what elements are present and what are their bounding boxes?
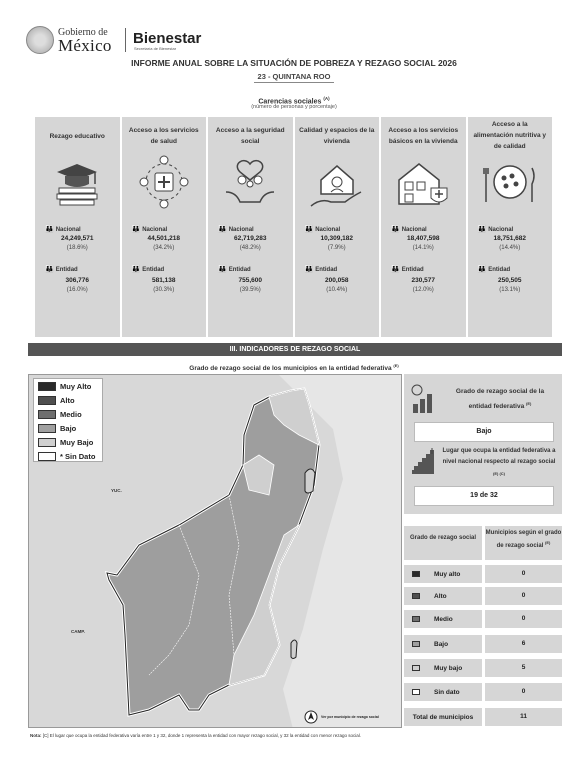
legend-item-medio: Medio xyxy=(38,410,82,419)
card-title: Calidad y espacios de la vivienda xyxy=(299,127,375,145)
health-services-icon xyxy=(136,154,192,210)
nacional-pct: (48.2%) xyxy=(239,245,261,251)
nacional-value: 18,751,682 xyxy=(493,235,527,242)
carencia-card-seguridad-social xyxy=(208,117,293,337)
table-header-municipios: Municipios según el grado de rezago social $^{(E)}$ xyxy=(485,526,562,560)
footnote: Nota: [C] El lugar que ocupa la entidad federativa varía entre 1 y 32, donde 1 representa la entidad con mayor rezago social, y 32 la entidad con menor rezago social. xyxy=(30,733,361,738)
legend-item-muy-alto: Muy Alto xyxy=(38,382,91,391)
grado-label: Grado de rezago social de la entidad federativa $^{(E)}$ xyxy=(455,388,545,411)
table-cell-value: 6 xyxy=(485,635,562,653)
nacional-pct: (14.1%) xyxy=(412,245,434,251)
carencias-subtitle: (número de personas y porcentaje) xyxy=(251,104,337,110)
table-row xyxy=(404,635,562,653)
legend-item-muy-bajo: Muy Bajo xyxy=(38,438,93,447)
table-total-row xyxy=(404,708,562,726)
entidad-value: 200,058 xyxy=(325,277,349,284)
graduation-cap-icon xyxy=(49,154,105,210)
island-south xyxy=(291,640,297,659)
nacional-label: 👪 Nacional xyxy=(477,226,514,233)
legend-item-bajo: Bajo xyxy=(38,424,76,433)
bienestar-logo: Bienestar xyxy=(133,30,202,47)
entidad-pct: (16.0%) xyxy=(66,287,88,293)
carencia-card-vivienda xyxy=(295,117,380,337)
subtitle-underline xyxy=(254,82,334,83)
gobierno-de-label: Gobierno de xyxy=(58,27,108,38)
nacional-pct: (34.2%) xyxy=(153,245,175,251)
table-cell-grado: Muy bajo xyxy=(404,659,482,677)
table-row xyxy=(404,659,562,677)
map-label-yuc: YUC. xyxy=(111,488,122,493)
report-subtitle: 23 - QUINTANA ROO xyxy=(257,72,331,81)
nacional-value: 62,719,283 xyxy=(233,235,267,242)
map-note: Ver por municipio de rezago social xyxy=(321,715,379,719)
mexico-label: México xyxy=(58,36,112,55)
nacional-label: 👪 Nacional xyxy=(391,226,427,233)
entidad-label: 👪 Entidad xyxy=(391,266,424,273)
logo-divider xyxy=(125,28,126,52)
entidad-value: 250,505 xyxy=(498,277,522,284)
bar-chart-icon xyxy=(410,384,438,414)
entidad-value: 755,600 xyxy=(238,277,262,284)
table-cell-grado: Bajo xyxy=(404,635,482,653)
carencia-card-rezago-educativo xyxy=(35,117,120,337)
table-header-grado: Grado de rezago social xyxy=(404,526,482,560)
table-cell-grado: Sin dato xyxy=(404,683,482,701)
table-row xyxy=(404,587,562,605)
card-title: Acceso a la seguridad social xyxy=(215,127,285,145)
entidad-label: 👪 Entidad xyxy=(218,266,251,273)
carencias-cards xyxy=(35,117,552,337)
entidad-pct: (39.5%) xyxy=(239,287,261,293)
table-cell-grado: Alto xyxy=(404,587,482,605)
card-title: Acceso a los servicios básicos en la vivienda xyxy=(388,127,459,145)
table-total-label: Total de municipios xyxy=(404,708,482,726)
table-row xyxy=(404,565,562,583)
legend-swatch xyxy=(38,410,56,419)
entidad-label: 👪 Entidad xyxy=(304,266,338,273)
table-row xyxy=(404,683,562,701)
entidad-label: 👪 Entidad xyxy=(131,266,165,273)
entidad-value: 306,776 xyxy=(65,277,89,284)
entidad-label: 👪 Entidad xyxy=(45,266,78,273)
carencia-card-alimentacion xyxy=(468,117,553,337)
table-cell-value: 0 xyxy=(485,610,562,628)
section-header: III. INDICADORES DE REZAGO SOCIAL xyxy=(28,343,562,356)
card-title: Acceso a los servicios de salud xyxy=(128,127,199,145)
grado-value: Bajo xyxy=(414,422,554,442)
nacional-label: 👪 Nacional xyxy=(131,226,168,233)
mexico-seal-logo xyxy=(26,26,54,54)
social-security-icon xyxy=(222,154,278,210)
nacional-pct: (14.4%) xyxy=(499,245,521,251)
entidad-value: 581,138 xyxy=(152,277,176,284)
nacional-value: 44,501,218 xyxy=(147,235,181,242)
entidad-label: 👪 Entidad xyxy=(477,266,511,273)
nacional-pct: (18.6%) xyxy=(66,245,88,251)
legend-swatch xyxy=(38,382,56,391)
nacional-value: 10,309,182 xyxy=(320,235,354,242)
table-row xyxy=(404,610,562,628)
carencias-title: Carencias sociales $^{(A)}$ xyxy=(258,96,330,106)
card-title: Rezago educativo xyxy=(49,133,105,140)
ranking-stairs-icon xyxy=(410,446,436,476)
nacional-value: 24,249,571 xyxy=(60,235,94,242)
table-cell-grado: Medio xyxy=(404,610,482,628)
table-cell-value: 0 xyxy=(485,565,562,583)
basic-services-icon xyxy=(395,154,451,210)
bienestar-sub: Secretaría de Bienestar xyxy=(134,46,177,51)
food-icon xyxy=(482,154,538,210)
housing-quality-icon xyxy=(309,154,365,210)
lugar-value: 19 de 32 xyxy=(414,486,554,506)
map-title: Grado de rezago social de los municipios en la entidad federativa $^{(E)}$ xyxy=(189,363,399,373)
table-cell-value: 0 xyxy=(485,683,562,701)
cozumel-island xyxy=(305,469,315,493)
nacional-value: 18,407,598 xyxy=(406,235,440,242)
legend-item-alto: Alto xyxy=(38,396,75,405)
table-cell-value: 5 xyxy=(485,659,562,677)
nacional-label: 👪 Nacional xyxy=(45,226,81,233)
map-label-camp: CAMP. xyxy=(71,629,85,634)
report-title: INFORME ANUAL SOBRE LA SITUACIÓN DE POBREZA Y REZAGO SOCIAL 2026 xyxy=(131,58,457,68)
legend-swatch xyxy=(38,424,56,433)
entidad-value: 230,577 xyxy=(411,277,435,284)
entidad-pct: (12.0%) xyxy=(412,287,434,293)
table-cell-value: 0 xyxy=(485,587,562,605)
nacional-label: 👪 Nacional xyxy=(304,226,341,233)
entidad-pct: (30.3%) xyxy=(153,287,175,293)
card-title: Acceso a la alimentación nutritiva y de calidad xyxy=(473,121,547,150)
lugar-label: Lugar que ocupa la entidad federativa a nivel nacional respecto al rezago social $^{(E) (C)}$ xyxy=(442,448,556,476)
table-total-value: 11 xyxy=(485,708,562,726)
legend-item-sin-dato: * Sin Dato xyxy=(38,452,95,461)
carencia-card-servicios-basicos xyxy=(381,117,466,337)
table-cell-grado: Muy alto xyxy=(404,565,482,583)
entidad-pct: (10.4%) xyxy=(326,287,348,293)
legend-swatch xyxy=(38,396,56,405)
entidad-pct: (13.1%) xyxy=(499,287,521,293)
nacional-label: 👪 Nacional xyxy=(218,226,254,233)
carencia-card-salud xyxy=(122,117,207,337)
legend-swatch xyxy=(38,438,56,447)
map-legend xyxy=(33,378,103,462)
rezago-panel xyxy=(404,374,562,514)
nacional-pct: (7.9%) xyxy=(327,245,346,251)
legend-swatch xyxy=(38,452,56,461)
